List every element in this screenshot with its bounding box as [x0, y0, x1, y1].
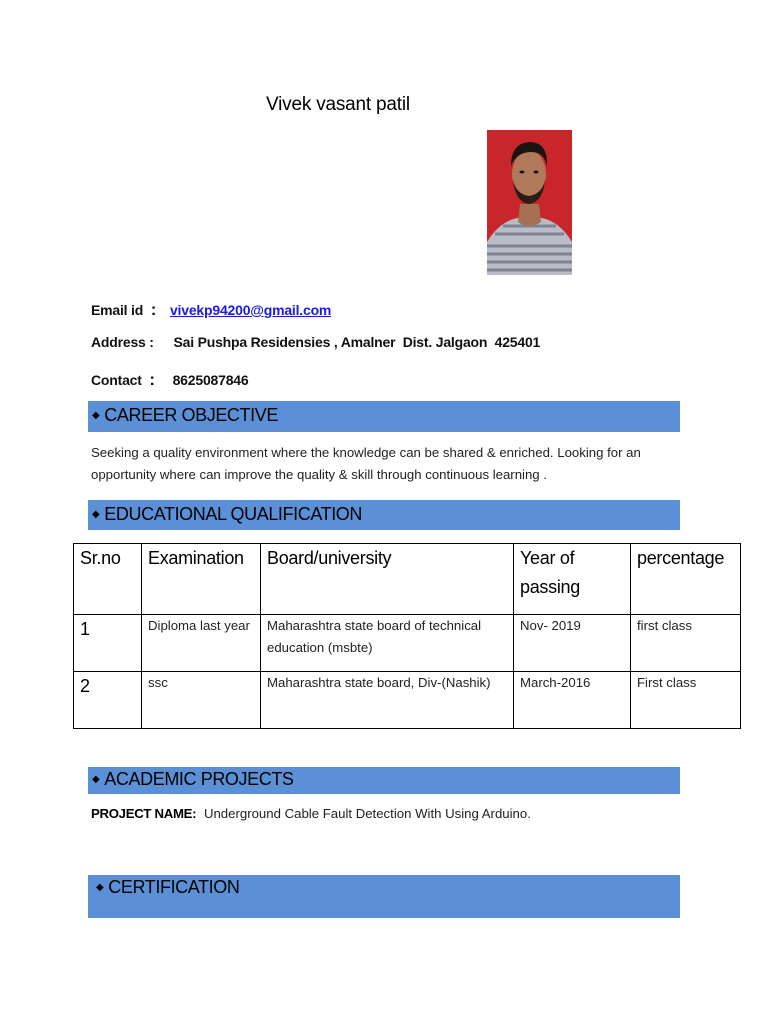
header-srno: Sr.no: [74, 544, 142, 615]
cell-srno: 2: [74, 672, 142, 729]
contact-label: Contact: [91, 372, 142, 388]
education-header: [88, 500, 680, 530]
cell-percentage: first class: [631, 615, 741, 672]
email-row: [91, 300, 331, 320]
academic-projects-header: [88, 767, 680, 794]
email-label: Email id: [91, 302, 144, 318]
diamond-bullet-icon: ◆: [92, 410, 100, 421]
cell-examination: Diploma last year: [142, 615, 261, 672]
email-link[interactable]: vivekp94200@gmail.com: [169, 302, 332, 318]
header-percentage: percentage: [631, 544, 741, 615]
phone-number: 8625087846: [172, 372, 249, 388]
diamond-bullet-icon: ◆: [92, 509, 100, 520]
header-board: Board/university: [261, 544, 514, 615]
career-objective-title: CAREER OBJECTIVE: [104, 405, 278, 425]
career-objective-text: Seeking a quality environment where the knowledge can be shared & enriched. Looking for an opportunity where can improve the quality & skill through continuous learning .: [91, 445, 641, 482]
cell-examination: ssc: [142, 672, 261, 729]
table-row: [74, 615, 741, 672]
candidate-name: Vivek vasant patil: [266, 94, 410, 115]
table-row: [74, 672, 741, 729]
contact-colon: :: [149, 370, 155, 389]
education-table: [73, 543, 741, 729]
career-objective-header: [88, 401, 680, 432]
address-label: Address :: [91, 334, 154, 350]
address-value: Sai Pushpa Residensies , Amalner Dist. Jalgaon 425401: [173, 334, 541, 350]
cell-srno: 1: [74, 615, 142, 672]
cell-board: Maharashtra state board, Div-(Nashik): [261, 672, 514, 729]
education-title: EDUCATIONAL QUALIFICATION: [104, 504, 362, 524]
academic-projects-title: ACADEMIC PROJECTS: [104, 769, 294, 789]
project-name: Underground Cable Fault Detection With Using Arduino.: [203, 806, 531, 821]
diamond-bullet-icon: ◆: [96, 882, 104, 893]
contact-row: [91, 370, 248, 390]
cell-year: Nov- 2019: [514, 615, 631, 672]
address-row: [91, 334, 540, 350]
certification-title: CERTIFICATION: [108, 877, 240, 897]
profile-photo-image: [487, 130, 572, 275]
profile-photo: [487, 130, 572, 275]
email-colon: :: [150, 300, 157, 319]
project-label: PROJECT NAME:: [91, 806, 197, 821]
header-examination: Examination: [142, 544, 261, 615]
header-year: Year of passing: [514, 544, 631, 615]
diamond-bullet-icon: ◆: [92, 774, 100, 785]
cell-percentage: First class: [631, 672, 741, 729]
cell-board: Maharashtra state board of technical education (msbte): [261, 615, 514, 672]
project-row: [91, 806, 531, 821]
table-header-row: [74, 544, 741, 615]
cell-year: March-2016: [514, 672, 631, 729]
certification-header: [88, 875, 680, 918]
